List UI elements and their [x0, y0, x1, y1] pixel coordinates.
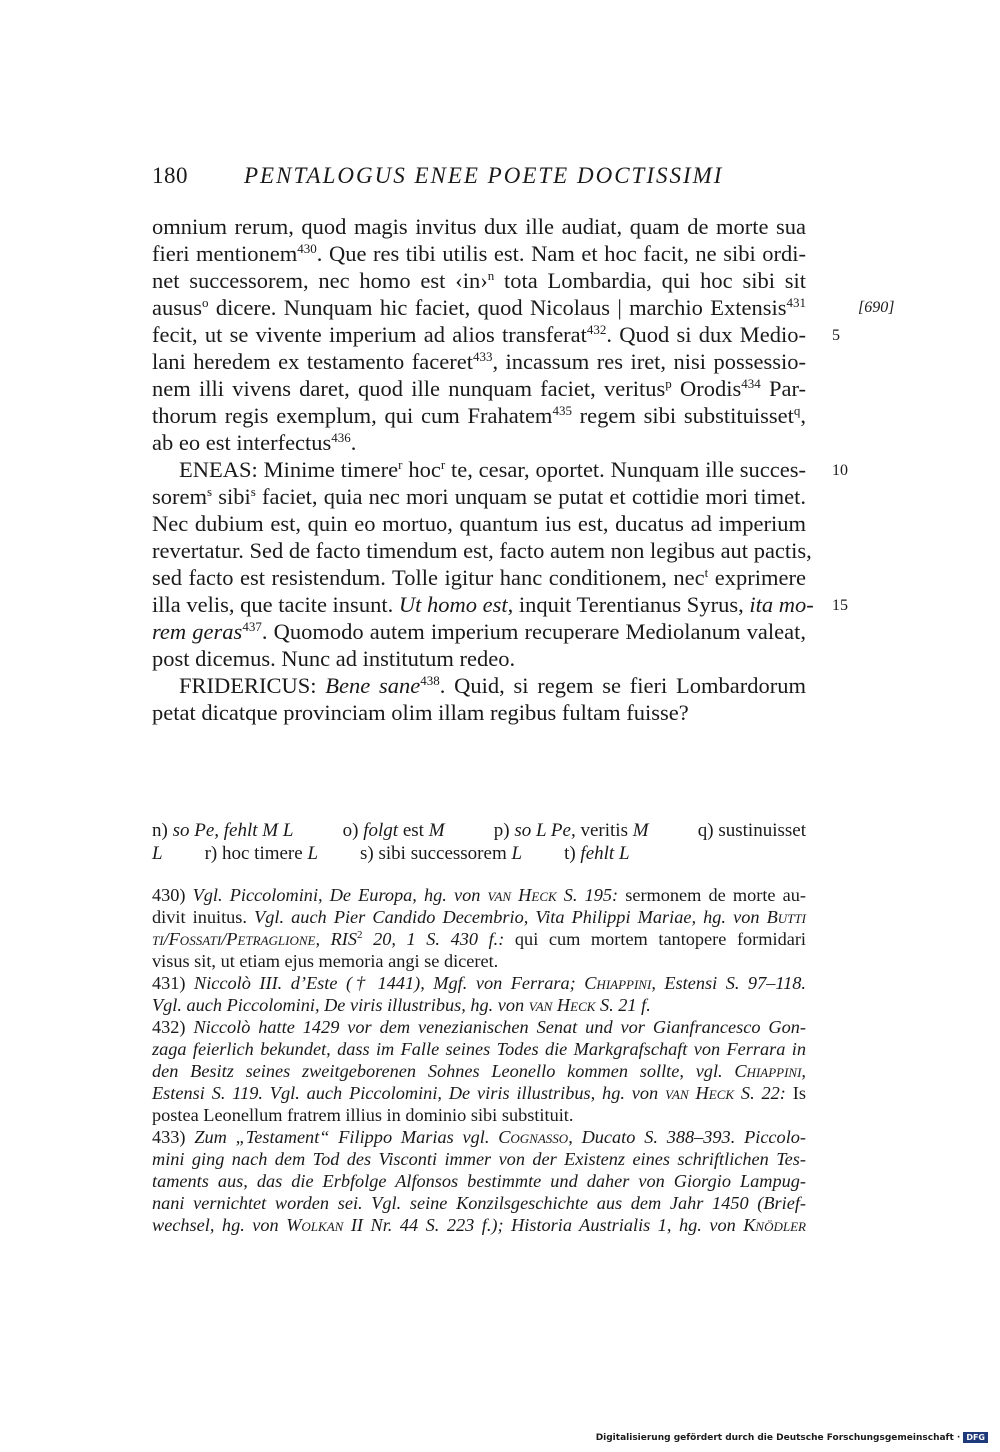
main-text — [152, 213, 814, 726]
apparatus-ref: r — [398, 457, 403, 472]
text-line: net successorem, nec homo est ‹in›$^n$ tota Lombardia, qui hoc sibi sit — [152, 268, 806, 293]
critical-apparatus — [152, 819, 806, 865]
apparatus-ref: t — [704, 565, 709, 580]
credit-text: Digitalisierung gefördert durch die Deutsche Forschungsgemeinschaft · — [595, 1432, 961, 1443]
folio-reference: [690] — [858, 299, 895, 316]
footnote-line: postea Leonellum fratrem illius in dominio sibi substituit. — [152, 1105, 574, 1125]
text-line: petat dicatque provinciam olim illam regibus fultam fuisse? — [152, 700, 689, 725]
footnote-line: den Besitz seines zweitgeborenen Sohnes Leonello kommen sollte, vgl. Chiappini, — [152, 1061, 806, 1081]
text-line: omnium rerum, quod magis invitus dux ille audiat, quam de morte sua — [152, 214, 806, 239]
running-head — [152, 163, 812, 197]
footnote-line: visus sit, ut etiam ejus memoria angi se diceret. — [152, 951, 499, 971]
text-line: nem illi vivens daret, quod ille nunquam faciet, veritus$^p$ Orodis$^{434}$ Par- — [152, 376, 807, 401]
footnote-ref: 432 — [586, 322, 607, 337]
footnote-ref: 438 — [420, 673, 440, 688]
footnote-ref: 437 — [242, 619, 262, 634]
text-line: thorum regis exemplum, qui cum Frahatem$^{435}$ regem sibi substituisset$^q$, — [152, 403, 806, 428]
footnote-ref: 435 — [552, 403, 572, 418]
page-title: PENTALOGUS ENEE POETE DOCTISSIMI — [244, 163, 724, 188]
apparatus-ref: q — [793, 403, 801, 418]
apparatus-ref: s — [207, 484, 213, 499]
footnote-line: 430) Vgl. Piccolomini, De Europa, hg. von van Heck S. 195: sermonem de morte au- — [152, 885, 806, 905]
apparatus-ref: p — [665, 376, 672, 391]
text-line: post dicemus. Nunc ad institutum redeo. — [152, 646, 516, 671]
text-line: ausus$^o$ dicere. Nunquam hic faciet, quod Nicolaus | marchio Extensis$^{431}$ — [152, 295, 806, 320]
digitization-credit — [596, 1432, 988, 1443]
footnote-line: Estensi S. 119. Vgl. auch Piccolomini, De viris illustribus, hg. von van Heck S. 22: Is — [152, 1083, 806, 1103]
text-line: fieri mentionem$^{430}$. Que res tibi utilis est. Nam et hoc facit, ne sibi ordi- — [152, 241, 807, 266]
footnote-line: Vgl. auch Piccolomini, De viris illustribus, hg. von van Heck S. 21 f. — [152, 995, 651, 1015]
line-number-15: 15 — [832, 597, 848, 614]
footnote-ref: 436 — [331, 430, 351, 445]
footnote-line: wechsel, hg. von Wolkan II Nr. 44 S. 223 f.); Historia Austrialis 1, hg. von Knödler — [152, 1215, 806, 1235]
text-line: illa velis, que tacite insunt. Ut homo est, inquit Terentianus Syrus, ita mo- — [152, 592, 814, 617]
footnote-line: nani vernichtet worden sei. Vgl. seine Konzilsgeschichte aus dem Jahr 1450 (Brief- — [152, 1193, 806, 1213]
footnote-line: 432) Niccolò hatte 1429 vor dem venezianischen Senat und vor Gianfrancesco Gon- — [152, 1017, 806, 1037]
footnote-line: divit inuitus. Vgl. auch Pier Candido Decembrio, Vita Philippi Mariae, hg. von Butti — [152, 907, 806, 927]
text-line: ab eo est interfectus$^{436}$. — [152, 430, 357, 455]
footnotes — [152, 884, 806, 1236]
footnote-ref: 434 — [741, 376, 761, 391]
dfg-logo: DFG — [963, 1432, 988, 1443]
apparatus-line: n) so Pe, fehlt M L o) folgt est M p) so L Pe, veritis M q) sustinuisset — [152, 820, 806, 841]
footnote-line: zaga feierlich bekundet, dass im Falle seines Todes die Markgrafschaft von Ferrara in — [152, 1039, 806, 1059]
footnote-line: 431) Niccolò III. d’Este († 1441), Mgf. von Ferrara; Chiappini, Estensi S. 97–118. — [152, 973, 806, 993]
footnote-line: taments aus, das die Erbfolge Alfonsos bestimmte und daher von Giorgio Lampug- — [152, 1171, 806, 1191]
footnote-line: 433) Zum „Testament“ Filippo Marias vgl. Cognasso, Ducato S. 388–393. Piccolo- — [152, 1127, 806, 1147]
page-number: 180 — [152, 163, 188, 188]
footnote-ref: 433 — [472, 349, 493, 364]
apparatus-ref: r — [440, 457, 446, 472]
text-line: revertatur. Sed de facto timendum est, facto autem non legibus aut pactis, — [152, 538, 812, 563]
text-line: ENEAS: Minime timere$^r$ hoc$^r$ te, cesar, oportet. Nunquam ille succes- — [179, 457, 806, 482]
apparatus-line: L r) hoc timere L s) sibi successorem L t) fehlt L — [152, 843, 630, 864]
footnote-line: ti/Fossati/Petraglione, RIS$^2$ 20, 1 S. 430 f.: qui cum mortem tantopere formidari — [152, 929, 806, 949]
text-line: fecit, ut se vivente imperium ad alios transferat$^{432}$. Quod si dux Medio- — [152, 322, 806, 347]
apparatus-ref: s — [250, 484, 256, 499]
text-line: sed facto est resistendum. Tolle igitur hanc conditionem, nec$^t$ exprimere — [152, 565, 806, 590]
footnote-ref: 431 — [786, 295, 806, 310]
text-line: sorem$^s$ sibi$^s$ faciet, quia nec mori unquam se putat et cottidie mori timet. — [152, 484, 806, 509]
text-line: lani heredem ex testamento faceret$^{433}$, incassum res iret, nisi possessio- — [152, 349, 806, 374]
line-number-5: 5 — [832, 327, 840, 344]
text-line: FRIDERICUS: Bene sane$^{438}$. Quid, si regem se fieri Lombardorum — [179, 673, 806, 698]
text-line: Nec dubium est, quin eo mortuo, quantum ius est, ducatus ad imperium — [152, 511, 806, 536]
apparatus-ref: n — [487, 268, 495, 283]
apparatus-ref: o — [202, 295, 209, 310]
line-number-10: 10 — [832, 462, 848, 479]
footnote-ref: 430 — [297, 241, 317, 256]
footnote-line: mini ging nach dem Tod des Visconti immer von der Existenz eines schriftlichen Tes- — [152, 1149, 806, 1169]
text-line: rem geras$^{437}$. Quomodo autem imperium recuperare Mediolanum valeat, — [152, 619, 806, 644]
